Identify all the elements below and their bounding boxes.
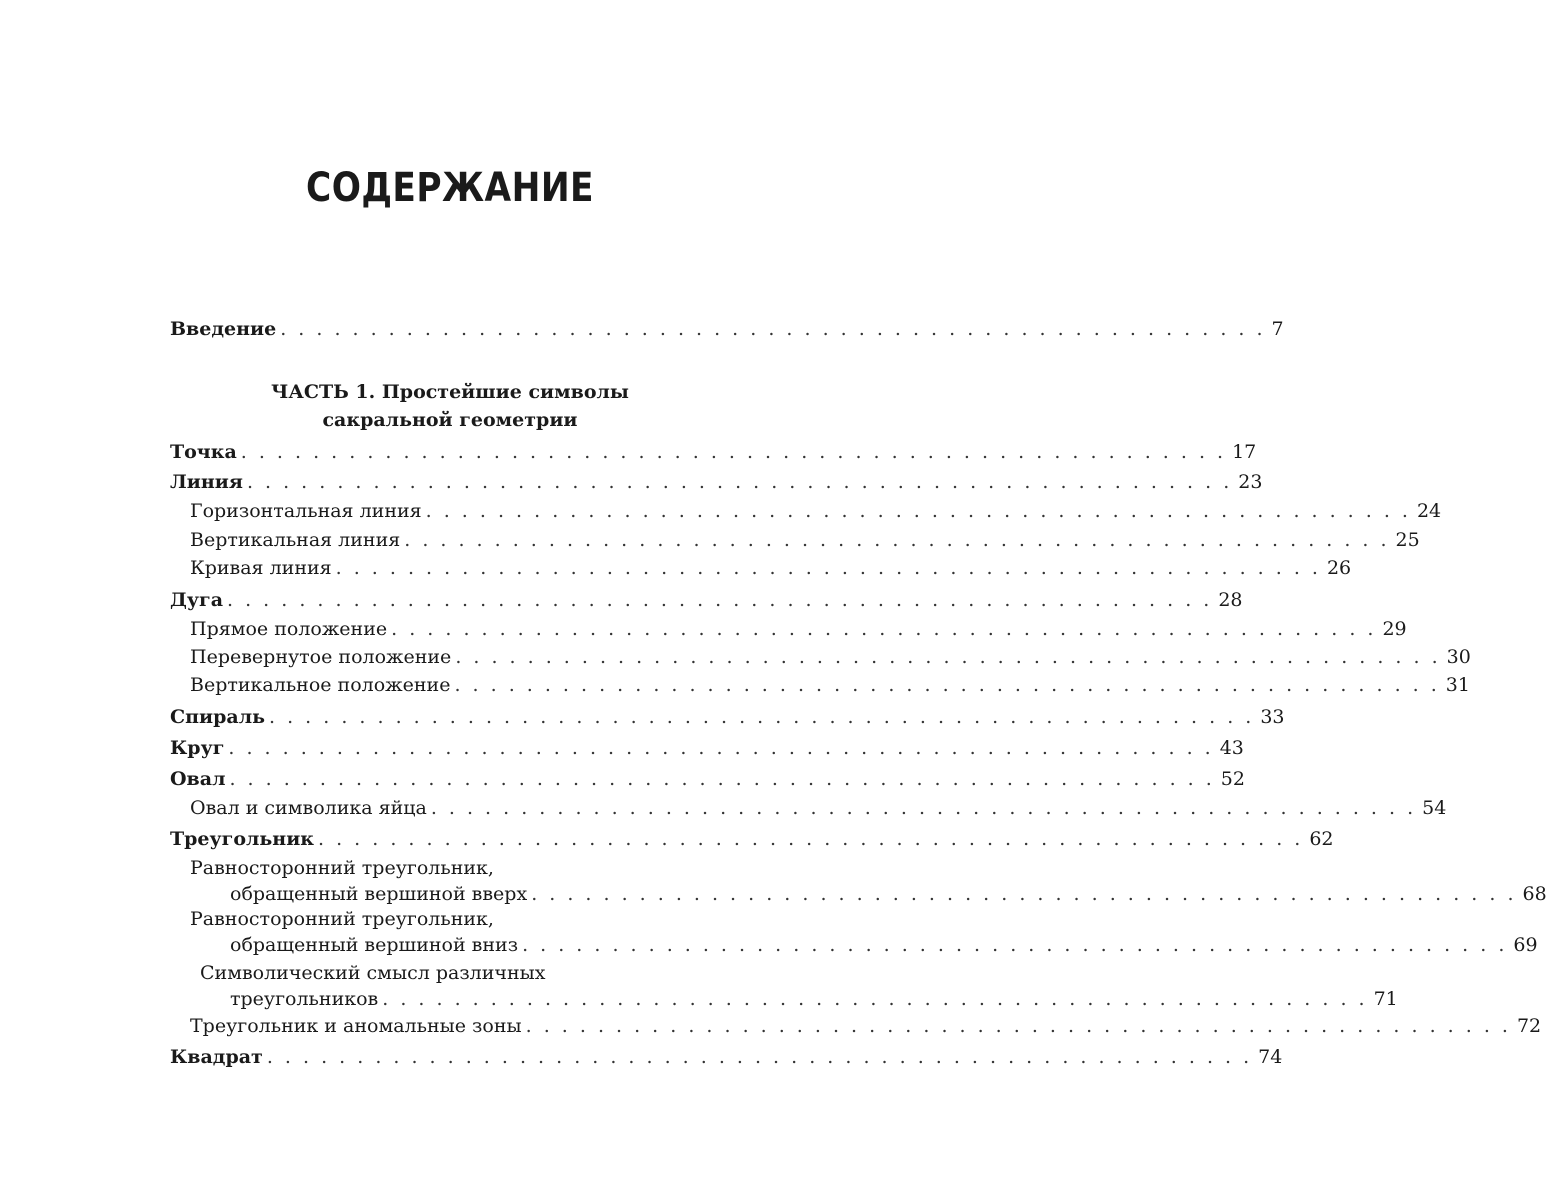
- toc-entry: [170, 733, 1244, 763]
- toc-leader: . . . . . . . . . . . . . . . . . . . . . . . . . . . . . . . . . . . . . . . . . . . . . . . . . . . . . . .: [382, 988, 1368, 1010]
- toc-page: 74: [1258, 1046, 1283, 1068]
- toc-subentry: [230, 984, 1398, 1014]
- toc-leader: . . . . . . . . . . . . . . . . . . . . . . . . . . . . . . . . . . . . . . . . . . . . . . . . . . . . . . .: [269, 706, 1255, 728]
- toc-page: 7: [1271, 318, 1284, 340]
- toc-leader: . . . . . . . . . . . . . . . . . . . . . . . . . . . . . . . . . . . . . . . . . . . . . . . . . . . . . . .: [404, 529, 1390, 551]
- toc-label: Треугольник и аномальные зоны: [190, 1015, 522, 1037]
- toc-subentry-line: Символический смысл различных: [200, 962, 546, 984]
- toc-leader: . . . . . . . . . . . . . . . . . . . . . . . . . . . . . . . . . . . . . . . . . . . . . . . . . . . . . . .: [229, 768, 1215, 790]
- toc-page: 24: [1416, 500, 1442, 522]
- toc-page: 33: [1260, 706, 1285, 728]
- toc-leader: . . . . . . . . . . . . . . . . . . . . . . . . . . . . . . . . . . . . . . . . . . . . . . . . . . . . . . .: [280, 318, 1266, 340]
- part-heading-line2: сакральной геометрии: [322, 409, 578, 431]
- toc-label: Квадрат: [170, 1046, 263, 1068]
- toc-subentry: [190, 1011, 1542, 1041]
- toc-leader: . . . . . . . . . . . . . . . . . . . . . . . . . . . . . . . . . . . . . . . . . . . . . . . . . . . . . . .: [318, 828, 1304, 850]
- toc-entry: [170, 437, 1257, 467]
- toc-subentry: [190, 525, 1420, 555]
- toc-entry: [170, 702, 1285, 732]
- toc-subentry-line: Равносторонний треугольник,: [190, 908, 494, 930]
- toc-label: Овал и символика яйца: [190, 797, 427, 819]
- toc-entry: [170, 764, 1245, 794]
- toc-label: Вертикальное положение: [190, 674, 451, 696]
- toc-label: Дуга: [170, 589, 224, 611]
- toc-label: Горизонтальная линия: [190, 500, 422, 522]
- toc-page: 68: [1522, 883, 1547, 905]
- toc-subentry: [190, 793, 1447, 823]
- toc-label: Кривая линия: [190, 557, 332, 579]
- toc-entry: [170, 1042, 1283, 1072]
- toc-leader: . . . . . . . . . . . . . . . . . . . . . . . . . . . . . . . . . . . . . . . . . . . . . . . . . . . . . . .: [228, 737, 1214, 759]
- toc-subentry: [190, 553, 1352, 583]
- toc-leader: . . . . . . . . . . . . . . . . . . . . . . . . . . . . . . . . . . . . . . . . . . . . . . . . . . . . . . .: [335, 557, 1321, 579]
- toc-leader: . . . . . . . . . . . . . . . . . . . . . . . . . . . . . . . . . . . . . . . . . . . . . . . . . . . . . . .: [455, 646, 1441, 668]
- page-title: СОДЕРЖАНИЕ: [306, 165, 594, 211]
- toc-leader: . . . . . . . . . . . . . . . . . . . . . . . . . . . . . . . . . . . . . . . . . . . . . . . . . . . . . . .: [425, 500, 1411, 522]
- toc-page: 43: [1219, 737, 1244, 759]
- toc-page: 71: [1373, 988, 1398, 1010]
- toc-page: 72: [1516, 1015, 1542, 1037]
- toc-label: Точка: [170, 441, 237, 463]
- toc-entry: [170, 824, 1334, 854]
- toc-label: Овал: [170, 768, 226, 790]
- toc-page: 23: [1238, 471, 1263, 493]
- toc-leader: . . . . . . . . . . . . . . . . . . . . . . . . . . . . . . . . . . . . . . . . . . . . . . . . . . . . . . .: [240, 441, 1227, 463]
- toc-page: 25: [1395, 529, 1420, 551]
- toc-page: 52: [1220, 768, 1245, 790]
- toc-label: треугольников: [230, 988, 379, 1010]
- toc-leader: . . . . . . . . . . . . . . . . . . . . . . . . . . . . . . . . . . . . . . . . . . . . . . . . . . . . . . .: [430, 797, 1417, 819]
- toc-leader: . . . . . . . . . . . . . . . . . . . . . . . . . . . . . . . . . . . . . . . . . . . . . . . . . . . . . . .: [531, 883, 1517, 905]
- toc-label: обращенный вершиной вниз: [230, 934, 519, 956]
- toc-subentry: [190, 496, 1442, 526]
- toc-label: Спираль: [170, 706, 266, 728]
- toc-subentry-line: Равносторонний треугольник,: [190, 857, 494, 879]
- toc-label: Перевернутое положение: [190, 646, 452, 668]
- toc-leader: . . . . . . . . . . . . . . . . . . . . . . . . . . . . . . . . . . . . . . . . . . . . . . . . . . . . . . .: [391, 618, 1377, 640]
- toc-page: 31: [1445, 674, 1470, 696]
- toc-leader: . . . . . . . . . . . . . . . . . . . . . . . . . . . . . . . . . . . . . . . . . . . . . . . . . . . . . . .: [454, 674, 1440, 696]
- toc-entry: [170, 585, 1243, 615]
- toc-page: 26: [1326, 557, 1352, 579]
- toc-label: Введение: [170, 318, 277, 340]
- toc-leader: . . . . . . . . . . . . . . . . . . . . . . . . . . . . . . . . . . . . . . . . . . . . . . . . . . . . . . .: [227, 589, 1213, 611]
- toc-leader: . . . . . . . . . . . . . . . . . . . . . . . . . . . . . . . . . . . . . . . . . . . . . . . . . . . . . . .: [522, 934, 1508, 956]
- toc-page: 29: [1382, 618, 1407, 640]
- toc-label: обращенный вершиной вверх: [230, 883, 528, 905]
- toc-subentry: [190, 614, 1407, 644]
- toc-label: Прямое положение: [190, 618, 388, 640]
- toc-leader: . . . . . . . . . . . . . . . . . . . . . . . . . . . . . . . . . . . . . . . . . . . . . . . . . . . . . . .: [525, 1015, 1511, 1037]
- toc-label: Треугольник: [170, 828, 315, 850]
- toc-label: Линия: [170, 471, 243, 493]
- toc-leader: . . . . . . . . . . . . . . . . . . . . . . . . . . . . . . . . . . . . . . . . . . . . . . . . . . . . . . .: [266, 1046, 1253, 1068]
- toc-page: 54: [1422, 797, 1447, 819]
- toc-page: 28: [1218, 589, 1243, 611]
- toc-subentry: [190, 670, 1470, 700]
- toc-entry: [170, 467, 1263, 497]
- toc-page: 62: [1309, 828, 1334, 850]
- toc-page: 69: [1513, 934, 1538, 956]
- toc-leader: . . . . . . . . . . . . . . . . . . . . . . . . . . . . . . . . . . . . . . . . . . . . . . . . . . . . . . .: [246, 471, 1233, 493]
- toc-subentry: [190, 642, 1471, 672]
- toc-label: Вертикальная линия: [190, 529, 401, 551]
- toc-label: Круг: [170, 737, 225, 759]
- toc-page: 30: [1446, 646, 1471, 668]
- toc-subentry: [230, 930, 1538, 960]
- part-heading-line1: ЧАСТЬ 1. Простейшие символы: [271, 381, 629, 403]
- toc-entry-intro: [170, 314, 1284, 344]
- toc-page: 17: [1232, 441, 1257, 463]
